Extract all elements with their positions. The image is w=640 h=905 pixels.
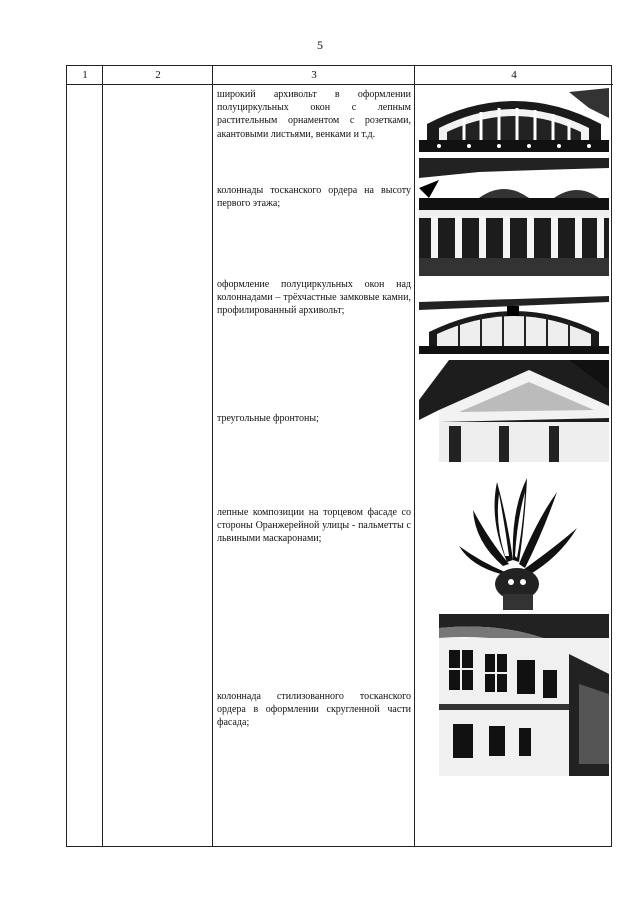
feature-description: треугольные фронтоны;	[217, 413, 319, 424]
column-divider	[102, 66, 103, 846]
column-header-1: 1	[67, 66, 103, 85]
triangular-pediment-photo-icon	[419, 360, 609, 462]
feature-description: лепные композиции на торцевом фасаде со стороны Оранжерейной улицы - пальметты с львиными маскаронами;	[217, 507, 411, 545]
column-divider	[212, 66, 213, 846]
column-header-3: 3	[213, 66, 415, 85]
page-number: 5	[317, 38, 323, 52]
column-header-4: 4	[415, 66, 613, 85]
tuscan-colonnade-photo-icon	[419, 158, 609, 276]
column-divider	[414, 66, 415, 846]
feature-description: колоннада стилизованного тосканского ордера в оформлении скругленной части фасада;	[217, 691, 411, 729]
feature-description: оформление полуциркульных окон над колоннадами – трёхчастные замковые камни, профилированный архивольт;	[217, 279, 411, 317]
palmette-lion-mascaron-photo-icon	[419, 470, 609, 610]
column-header-2: 2	[103, 66, 213, 85]
arched-window-archivolt-photo-icon	[419, 88, 609, 152]
keystone-archivolt-photo-icon	[419, 292, 609, 354]
data-table	[66, 65, 612, 847]
feature-description: широкий архивольт в оформлении полуциркульных окон с лепным растительным орнаментом с розетками, акантовыми листьями, венками и т.д.	[217, 89, 411, 140]
feature-description: колоннады тосканского ордера на высоту первого этажа;	[217, 185, 411, 210]
rounded-facade-colonnade-photo-icon	[419, 614, 609, 776]
